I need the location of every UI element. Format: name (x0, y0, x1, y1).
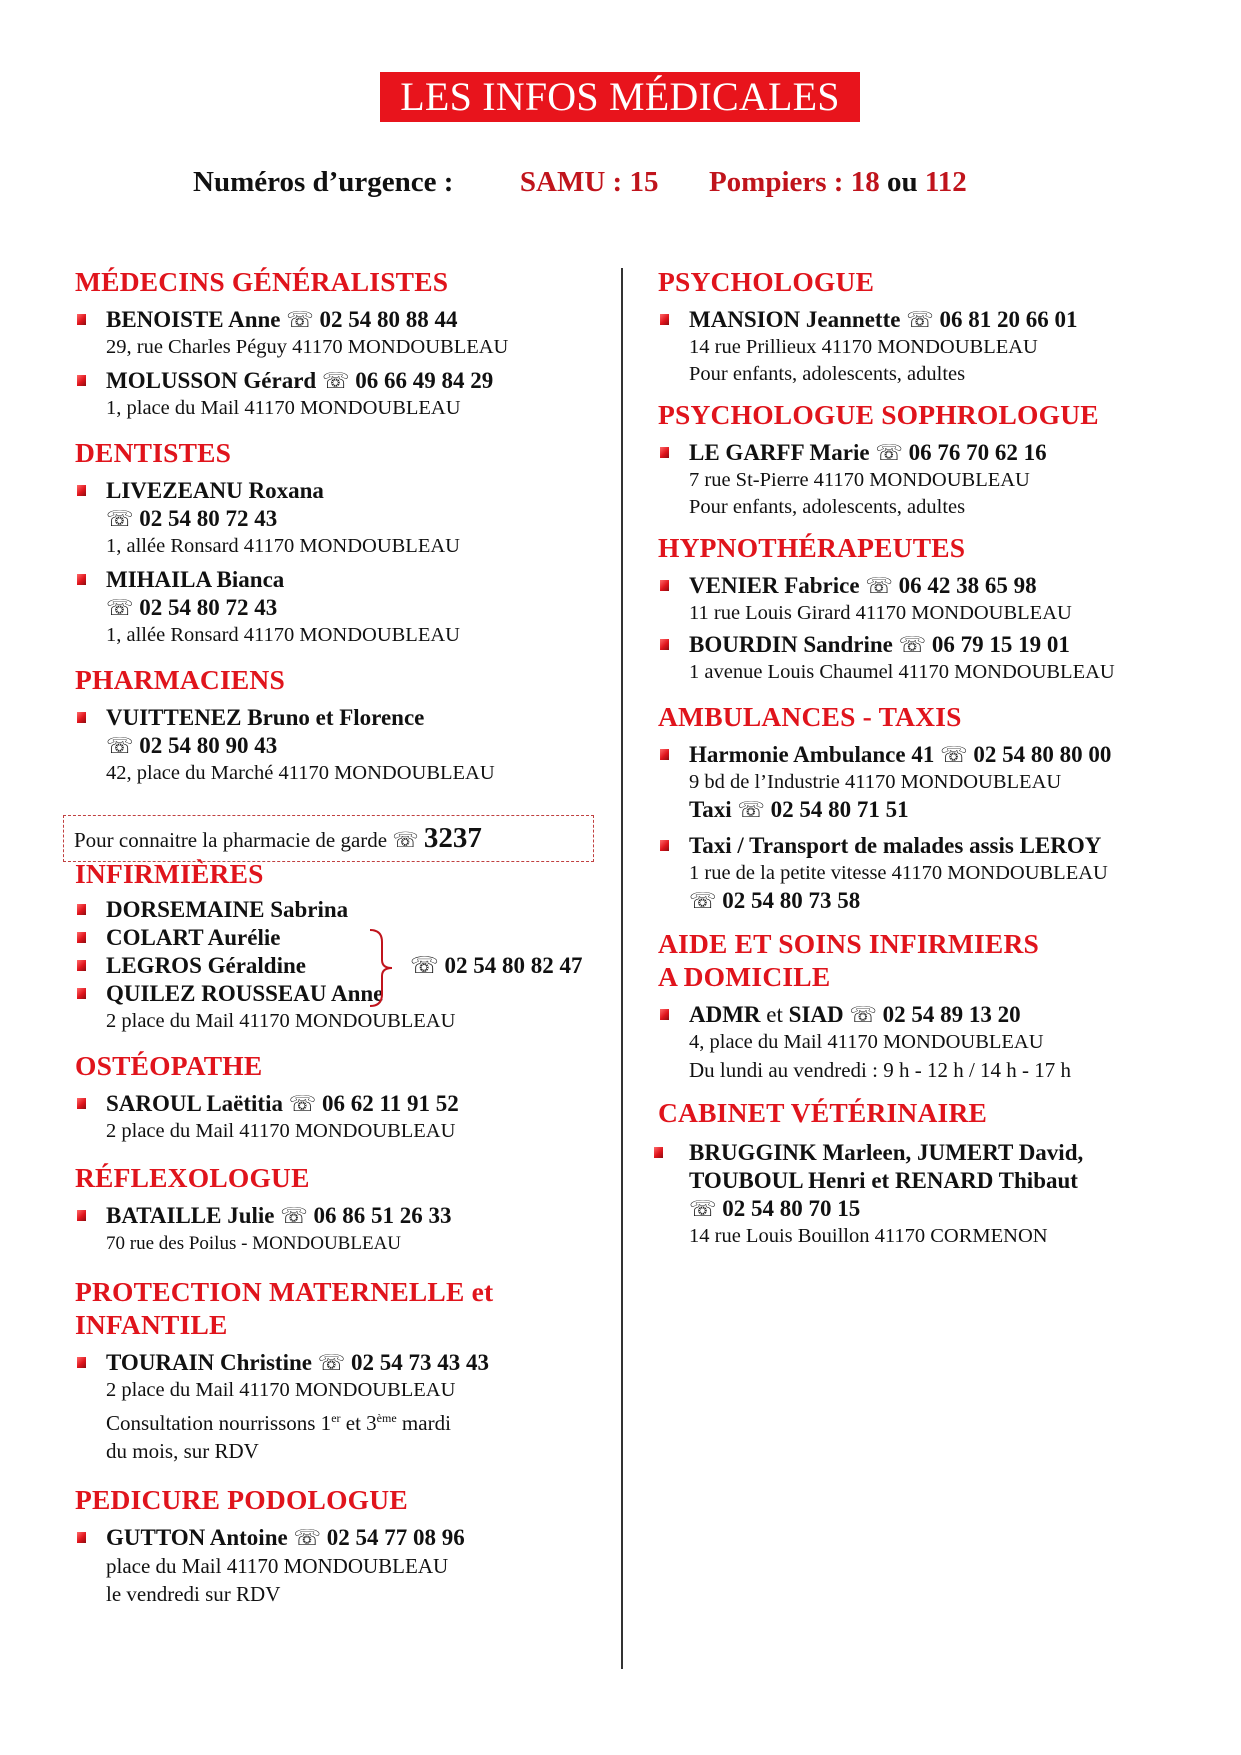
page-title: LES INFOS MÉDICALES (380, 72, 860, 122)
phone-icon: ☏ (286, 307, 314, 332)
section-heading: HYPNOTHÉRAPEUTES (658, 532, 966, 563)
phone-icon: ☏ (106, 595, 134, 620)
list-item (658, 572, 1178, 627)
bullet-icon (660, 580, 669, 591)
section-heading: PSYCHOLOGUE (658, 266, 875, 297)
contact-name: MIHAILA Bianca (106, 567, 285, 592)
list-item (75, 1349, 595, 1465)
contact-name: DORSEMAINE Sabrina (106, 897, 349, 922)
contact-phone: 02 54 80 72 43 (139, 595, 278, 620)
contact-name: Harmonie Ambulance 41 (689, 742, 935, 767)
phone-icon: ☏ (898, 632, 927, 657)
contact-phone: 02 54 73 43 43 (350, 1350, 489, 1375)
contact-phone: 06 62 11 91 52 (322, 1091, 459, 1116)
section-veterinaire (658, 1096, 1178, 1250)
section-aide-soins (658, 927, 1178, 1084)
bullet-icon (77, 1532, 86, 1543)
bullet-icon (77, 960, 86, 971)
bullet-icon (77, 904, 86, 915)
list-item (75, 924, 595, 952)
contact-address: 14 rue Louis Bouillon 41170 CORMENON (689, 1225, 1048, 1247)
num-112: 112 (924, 166, 967, 198)
contact-name: VUITTENEZ Bruno et Florence (106, 705, 425, 730)
section-heading: PSYCHOLOGUE SOPHROLOGUE (658, 399, 1099, 430)
phone-icon: ☏ (321, 368, 350, 393)
phone-icon: ☏ (392, 828, 419, 852)
contact-name: MANSION Jeannette (689, 307, 901, 332)
pompiers-number: Pompiers : 18 (708, 166, 880, 198)
contact-address: 1, allée Ronsard 41170 MONDOUBLEAU (106, 535, 460, 557)
note-text: Consultation nourrissons 1 (106, 1411, 332, 1435)
list-item (75, 704, 595, 787)
phone-icon: ☏ (317, 1350, 346, 1375)
note-sup: er (331, 1411, 341, 1425)
audience-note: Pour enfants, adolescents, adultes (689, 363, 966, 385)
section-pedicure (75, 1483, 595, 1608)
phone-icon: ☏ (737, 797, 765, 822)
contact-name: BRUGGINK Marleen, JUMERT David, (689, 1140, 1084, 1165)
contact-phone: 06 79 15 19 01 (931, 632, 1070, 657)
bullet-icon (77, 485, 86, 496)
contact-phone: 06 76 70 62 16 (908, 440, 1047, 465)
bullet-icon (660, 639, 669, 650)
bullet-icon (77, 1357, 86, 1368)
list-item (75, 1090, 595, 1145)
contact-address: 14 rue Prillieux 41170 MONDOUBLEAU (689, 336, 1038, 358)
phone-icon: ☏ (288, 1091, 317, 1116)
phone-icon: ☏ (106, 733, 134, 758)
garde-text: Pour connaitre la pharmacie de garde (74, 828, 388, 852)
list-item (75, 306, 595, 361)
right-column (658, 265, 1178, 1250)
contact-phone: 06 86 51 26 33 (313, 1203, 452, 1228)
bullet-icon (77, 375, 86, 386)
section-heading: INFIRMIÈRES (75, 858, 264, 889)
contact-address: 2 place du Mail 41170 MONDOUBLEAU (106, 1120, 456, 1142)
bullet-icon (654, 1147, 663, 1158)
et-text: et (766, 1002, 783, 1027)
note-text: et 3 (340, 1411, 377, 1435)
contact-name: MOLUSSON Gérard (106, 368, 317, 393)
consultation-note-2: du mois, sur RDV (106, 1439, 259, 1463)
contact-name: LIVEZEANU Roxana (106, 478, 324, 503)
section-hypnotherapeutes (658, 531, 1178, 686)
column-divider (621, 268, 623, 1669)
taxi-label: Taxi (689, 797, 732, 822)
phone-icon: ☏ (865, 573, 893, 598)
contact-phone: 02 54 80 88 44 (319, 307, 458, 332)
list-item (75, 980, 595, 1035)
section-heading: AMBULANCES - TAXIS (658, 701, 962, 732)
contact-address: 2 place du Mail 41170 MONDOUBLEAU (106, 1379, 456, 1401)
contact-phone: 02 54 89 13 20 (882, 1002, 1021, 1027)
phone-icon: ☏ (906, 307, 934, 332)
section-osteopathe (75, 1049, 595, 1145)
list-item (75, 1202, 595, 1257)
infirmieres-phone (410, 953, 583, 979)
contact-name: SAROUL Laëtitia (106, 1091, 283, 1116)
contact-phone: 02 54 77 08 96 (326, 1525, 465, 1550)
contact-address: place du Mail 41170 MONDOUBLEAU (106, 1554, 449, 1578)
ou-text: ou (886, 166, 918, 198)
contact-address: 4, place du Mail 41170 MONDOUBLEAU (689, 1031, 1044, 1053)
contact-name: VENIER Fabrice (689, 573, 860, 598)
contact-address: 29, rue Charles Péguy 41170 MONDOUBLEAU (106, 336, 509, 358)
phone-icon: ☏ (410, 953, 439, 978)
contact-phone: 02 54 80 73 58 (722, 888, 861, 913)
note-text: mardi (396, 1411, 451, 1435)
contact-name-2: SIAD (788, 1002, 844, 1027)
section-ambulances (658, 700, 1178, 915)
contact-phone: 02 54 80 80 00 (973, 742, 1112, 767)
contact-address: 70 rue des Poilus - MONDOUBLEAU (106, 1233, 402, 1254)
contact-phone: 02 54 80 82 47 (444, 953, 583, 978)
contact-address: 1, allée Ronsard 41170 MONDOUBLEAU (106, 624, 460, 646)
list-item (658, 832, 1178, 915)
list-item (75, 896, 595, 924)
bullet-icon (77, 574, 86, 585)
list-item (658, 439, 1178, 521)
phone-icon: ☏ (689, 1196, 717, 1221)
phone-icon: ☏ (940, 742, 968, 767)
contact-phone: 02 54 80 72 43 (139, 506, 278, 531)
section-heading: AIDE ET SOINS INFIRMIERS (658, 928, 1039, 959)
phone-icon: ☏ (293, 1525, 321, 1550)
section-pharmaciens (75, 663, 595, 787)
contact-address: 1 avenue Louis Chaumel 41170 MONDOUBLEAU (689, 661, 1115, 683)
phone-icon: ☏ (280, 1203, 308, 1228)
section-heading-cont: A DOMICILE (658, 961, 831, 992)
section-heading: MÉDECINS GÉNÉRALISTES (75, 266, 449, 297)
section-heading: DENTISTES (75, 437, 232, 468)
emergency-label: Numéros d’urgence : (193, 166, 454, 198)
contact-name: QUILEZ ROUSSEAU Anne (106, 981, 384, 1006)
pharmacie-garde-box (63, 815, 594, 862)
section-medecins (75, 265, 595, 422)
contact-name: Taxi / Transport de malades assis LEROY (689, 833, 1102, 858)
section-heading: OSTÉOPATHE (75, 1050, 263, 1081)
bullet-icon (660, 447, 669, 458)
consultation-note (106, 1404, 595, 1437)
contact-name: TOURAIN Christine (106, 1350, 312, 1375)
bullet-icon (77, 1098, 86, 1109)
contact-address: 1 rue de la petite vitesse 41170 MONDOUBLEAU (689, 862, 1108, 884)
section-heading: RÉFLEXOLOGUE (75, 1162, 310, 1193)
brace-icon (368, 928, 398, 1008)
bullet-icon (660, 749, 669, 760)
section-pmi (75, 1275, 595, 1465)
list-item (658, 1001, 1178, 1084)
contact-address: 11 rue Louis Girard 41170 MONDOUBLEAU (689, 602, 1072, 624)
contact-phone: 06 66 49 84 29 (355, 368, 494, 393)
emergency-numbers (193, 166, 967, 199)
list-item (75, 367, 595, 422)
bullet-icon (77, 1210, 86, 1221)
section-psychologue (658, 265, 1178, 388)
section-infirmieres (75, 857, 595, 1035)
contact-name: LE GARFF Marie (689, 440, 870, 465)
list-item (75, 566, 595, 649)
bullet-icon (660, 314, 669, 325)
bullet-icon (77, 314, 86, 325)
contact-phone: 02 54 80 70 15 (722, 1196, 861, 1221)
contact-address: 42, place du Marché 41170 MONDOUBLEAU (106, 762, 495, 784)
left-column (75, 265, 595, 1608)
list-item (658, 631, 1178, 686)
section-heading-cont: INFANTILE (75, 1309, 228, 1340)
samu-number: SAMU : 15 (519, 166, 659, 198)
contact-address: 7 rue St-Pierre 41170 MONDOUBLEAU (689, 469, 1030, 491)
bullet-icon (660, 840, 669, 851)
phone-icon: ☏ (849, 1002, 877, 1027)
contact-phone: 02 54 80 90 43 (139, 733, 278, 758)
contact-name: LEGROS Géraldine (106, 953, 306, 978)
phone-icon: ☏ (106, 506, 134, 531)
list-item (75, 477, 595, 560)
note-sup: ème (376, 1411, 397, 1425)
contact-phone: 06 42 38 65 98 (898, 573, 1037, 598)
audience-note: Pour enfants, adolescents, adultes (689, 496, 966, 518)
list-item (75, 1524, 595, 1608)
list-item (658, 741, 1178, 824)
bullet-icon (77, 712, 86, 723)
contact-name: ADMR (689, 1002, 761, 1027)
phone-icon: ☏ (875, 440, 903, 465)
contact-name: GUTTON Antoine (106, 1525, 288, 1550)
bullet-icon (660, 1009, 669, 1020)
hours-note: Du lundi au vendredi : 9 h - 12 h / 14 h - 17 h (689, 1058, 1072, 1082)
section-reflexologue (75, 1161, 595, 1257)
section-heading: PEDICURE PODOLOGUE (75, 1484, 408, 1515)
section-heading: PHARMACIENS (75, 664, 285, 695)
contact-name: BENOISTE Anne (106, 307, 281, 332)
contact-name-2: TOUBOUL Henri et RENARD Thibaut (689, 1168, 1078, 1193)
garde-number: 3237 (423, 822, 482, 854)
section-dentistes (75, 436, 595, 649)
contact-address: 9 bd de l’Industrie 41170 MONDOUBLEAU (689, 771, 1062, 793)
list-item (658, 1139, 1178, 1250)
contact-name: BATAILLE Julie (106, 1203, 275, 1228)
appointment-note: le vendredi sur RDV (106, 1582, 281, 1606)
contact-name: BOURDIN Sandrine (689, 632, 893, 657)
section-heading: CABINET VÉTÉRINAIRE (658, 1097, 988, 1128)
taxi-phone: 02 54 80 71 51 (770, 797, 909, 822)
contact-name: COLART Aurélie (106, 925, 281, 950)
contact-phone: 06 81 20 66 01 (939, 307, 1078, 332)
section-sophrologue (658, 398, 1178, 521)
section-heading: PROTECTION MATERNELLE et (75, 1276, 494, 1307)
bullet-icon (77, 932, 86, 943)
contact-address: 2 place du Mail 41170 MONDOUBLEAU (106, 1010, 456, 1032)
phone-icon: ☏ (689, 888, 717, 913)
list-item (658, 306, 1178, 388)
bullet-icon (77, 988, 86, 999)
contact-address: 1, place du Mail 41170 MONDOUBLEAU (106, 397, 461, 419)
